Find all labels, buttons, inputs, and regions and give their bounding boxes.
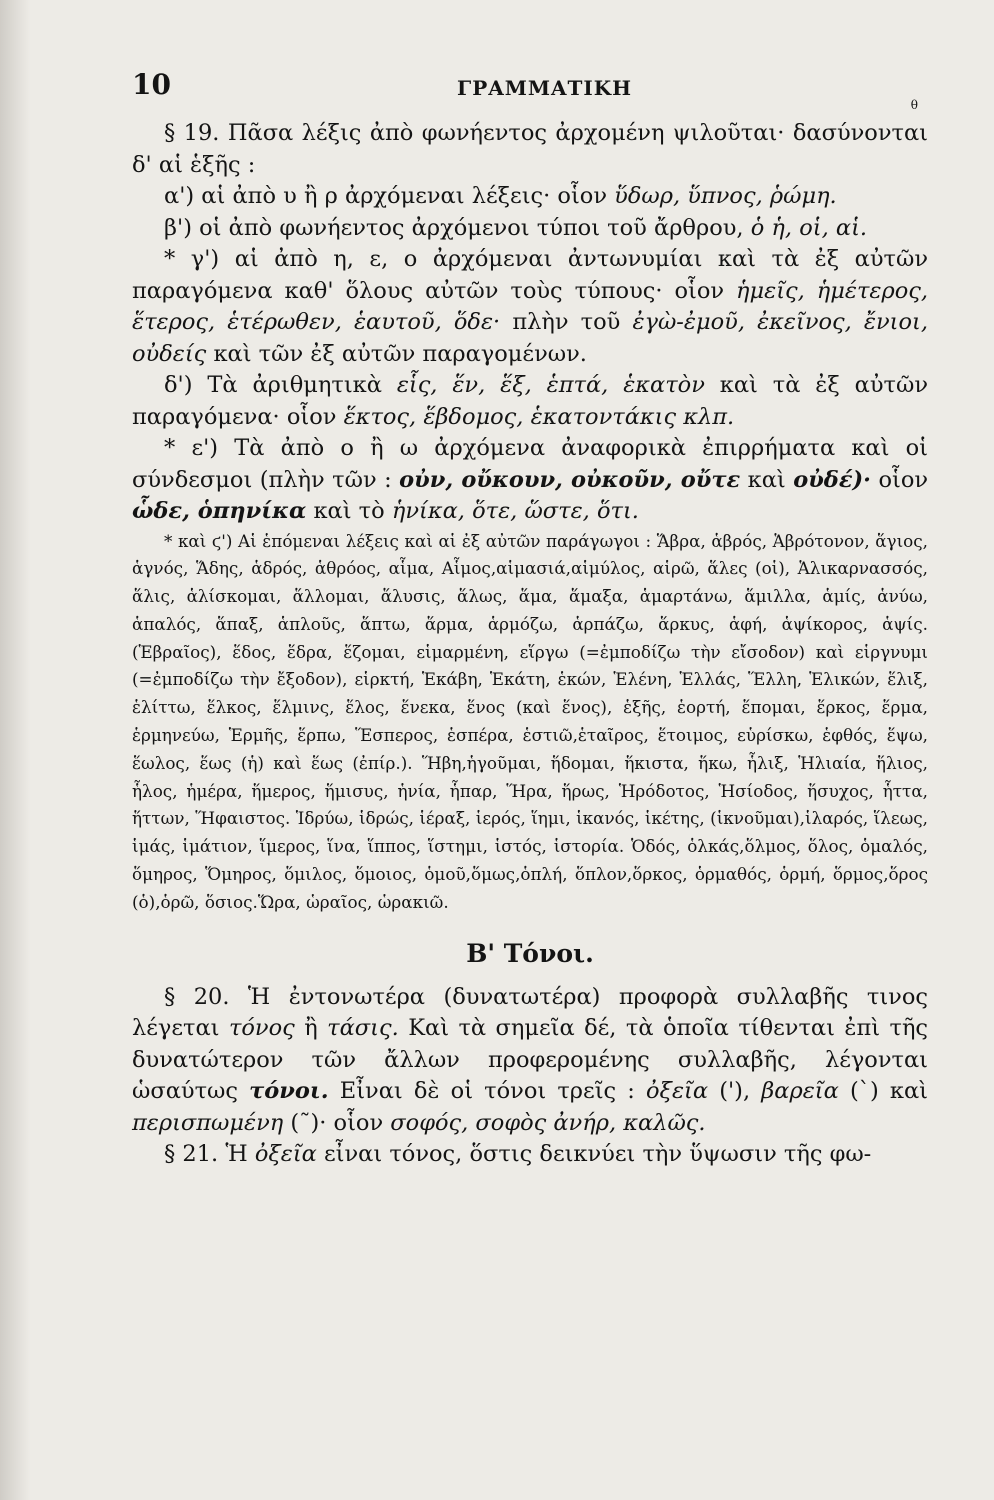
paragraph-19-intro: § 19. Πᾶσα λέξις ἀπὸ φωνήεντος ἀρχομένη ψιλοῦται· δασύνονται δ' αἱ ἑξῆς :	[132, 120, 928, 178]
running-title: ΓΡΑΜΜΑΤΙΚΗ	[457, 76, 633, 100]
paragraph-20: § 20. Ἡ ἐντονωτέρα (δυνατωτέρα) προφορὰ συλλαβῆς τινος λέγεται τόνος ἢ τάσις. Καὶ τὰ σημεῖα δέ, τὰ ὁποῖα τίθενται ἐπὶ τῆς δυνατώτερον τῶν ἄλλων προφερομένης συλλαβῆς, λέγονται ὡσαύτως τόνοι. Εἶναι δὲ οἱ τόνοι τρεῖς : ὀξεῖα ('), βαρεῖα (`) καὶ περισπωμένη (῀)· οἷον σοφός, σοφὸς ἀνήρ, καλῶς.	[132, 983, 929, 1136]
rule-epsilon: * ε') Τὰ ἀπὸ ο ἢ ω ἀρχόμενα ἀναφορικὰ ἐπιρρήματα καὶ οἱ σύνδεσμοι (πλὴν τῶν : οὐν, οὔκουν, οὐκοῦν, οὔτε καὶ οὐδέ)· οἷον ὧδε, ὁπηνίκα καὶ τὸ ἡνίκα, ὅτε, ὥστε, ὅτι.	[132, 435, 929, 524]
printer-mark: θ	[910, 98, 918, 112]
rule-stigma-word-list: * καὶ ϛ') Αἱ ἑπόμεναι λέξεις καὶ αἱ ἐξ αὐτῶν παράγωγοι : Ἅβρα, ἁβρός, Ἁβρότονον, ἅγιος, ἁγνός, Ἅδης, ἁδρός, ἁθρόος, αἷμα, Αἷμος,αἱμασιά,αἱμύλος, αἱρῶ, ἅλες (οἱ), Ἁλικαρνασσός, ἅλις, ἁλίσκομαι, ἅλλομαι, ἅλυσις, ἅλως, ἅμα, ἅμαξα, ἁμαρτάνω, ἅμιλλα, ἁμίς, ἁνύω, ἁπαλός, ἅπαξ, ἁπλοῦς, ἅπτω, ἅρμα, ἁρμόζω, ἁρπάζω, ἅρκυς, ἁφή, ἁψίκορος, ἁψίς. (Ἑβραῖος), ἕδος, ἕδρα, ἕζομαι, εἱμαρμένη, εἵργω (=ἐμποδίζω τὴν εἴσοδον) καὶ εἱργνυμι (=ἐμποδίζω τὴν ἔξοδον), εἱρκτή, Ἑκάβη, Ἑκάτη, ἑκών, Ἑλένη, Ἑλλάς, Ἕλλη, Ἑλικών, ἕλιξ, ἑλίττω, ἕλκος, ἕλμινς, ἕλος, ἕνεκα, ἕνος (καὶ ἕνος), ἑξῆς, ἑορτή, ἕπομαι, ἕρκος, ἕρμα, ἑρμηνεύω, Ἑρμῆς, ἕρπω, Ἕσπερος, ἑσπέρα, ἑστιῶ,ἑταῖρος, ἕτοιμος, εὑρίσκω, ἑφθός, ἕψω, ἕωλος, ἕως (ἡ) καὶ ἕως (ἐπίρ.). Ἥβη,ἡγοῦμαι, ἥδομαι, ἥκιστα, ἥκω, ἧλιξ, Ἡλιαία, ἥλιος, ἧλος, ἡμέρα, ἥμερος, ἥμισυς, ἡνία, ἧπαρ, Ἥρα, ἥρως, Ἡρόδοτος, Ἡσίοδος, ἥσυχος, ἧττα, ἥττων, Ἥφαιστος. Ἱδρύω, ἱδρώς, ἱέραξ, ἱερός, ἵημι, ἱκανός, ἱκέτης, (ἱκνοῦμαι),ἱλαρός, ἵλεως, ἱμάς, ἱμάτιον, ἵμερος, ἵνα, ἵππος, ἵστημι, ἱστός, ἱστορία. Ὁδός, ὁλκάς,ὅλμος, ὅλος, ὁμαλός, ὅμηρος, Ὅμηρος, ὅμιλος, ὅμοιος, ὁμοῦ,ὅμως,ὁπλή, ὅπλον,ὅρκος, ὁρμαθός, ὁρμή, ὅρμος,ὅρος (ὁ),ὁρῶ, ὅσιος.Ὥρα, ὡραῖος, ὡρακιῶ.	[132, 530, 928, 912]
section-heading: Β' Τόνοι.	[466, 938, 594, 968]
paragraph-21: § 21. Ἡ ὀξεῖα εἶναι τόνος, ὅστις δεικνύει τὴν ὕψωσιν τῆς φω-	[164, 1141, 872, 1168]
page-body	[132, 118, 928, 1171]
rule-gamma: * γ') αἱ ἀπὸ η, ε, ο ἀρχόμεναι ἀντωνυμίαι καὶ τὰ ἐξ αὐτῶν παραγόμενα καθ' ὅλους αὐτῶν τοὺς τύπους· οἷον ἡμεῖς, ἡμέτερος, ἕτερος, ἑτέρωθεν, ἑαυτοῦ, ὅδε· πλὴν τοῦ ἐγὼ-ἐμοῦ, ἐκεῖνος, ἔνιοι, οὐδείς καὶ τῶν ἐξ αὐτῶν παραγομένων.	[132, 246, 929, 367]
rule-delta: δ') Τὰ ἀριθμητικὰ εἷς, ἕν, ἕξ, ἑπτά, ἑκατὸν καὶ τὰ ἐξ αὐτῶν παραγόμενα· οἷον ἕκτος, ἕβδομος, ἑκατοντάκις κλπ.	[132, 372, 928, 430]
page-number: 10	[132, 68, 171, 101]
page-header	[132, 68, 918, 112]
rule-beta: β') οἱ ἀπὸ φωνήεντος ἀρχόμενοι τύποι τοῦ ἄρθρου, ὁ ἡ, οἱ, αἱ.	[164, 214, 868, 241]
rule-alpha: α') αἱ ἀπὸ υ ἢ ρ ἀρχόμεναι λέξεις· οἷον ὕδωρ, ὕπνος, ῥώμη.	[164, 183, 837, 209]
